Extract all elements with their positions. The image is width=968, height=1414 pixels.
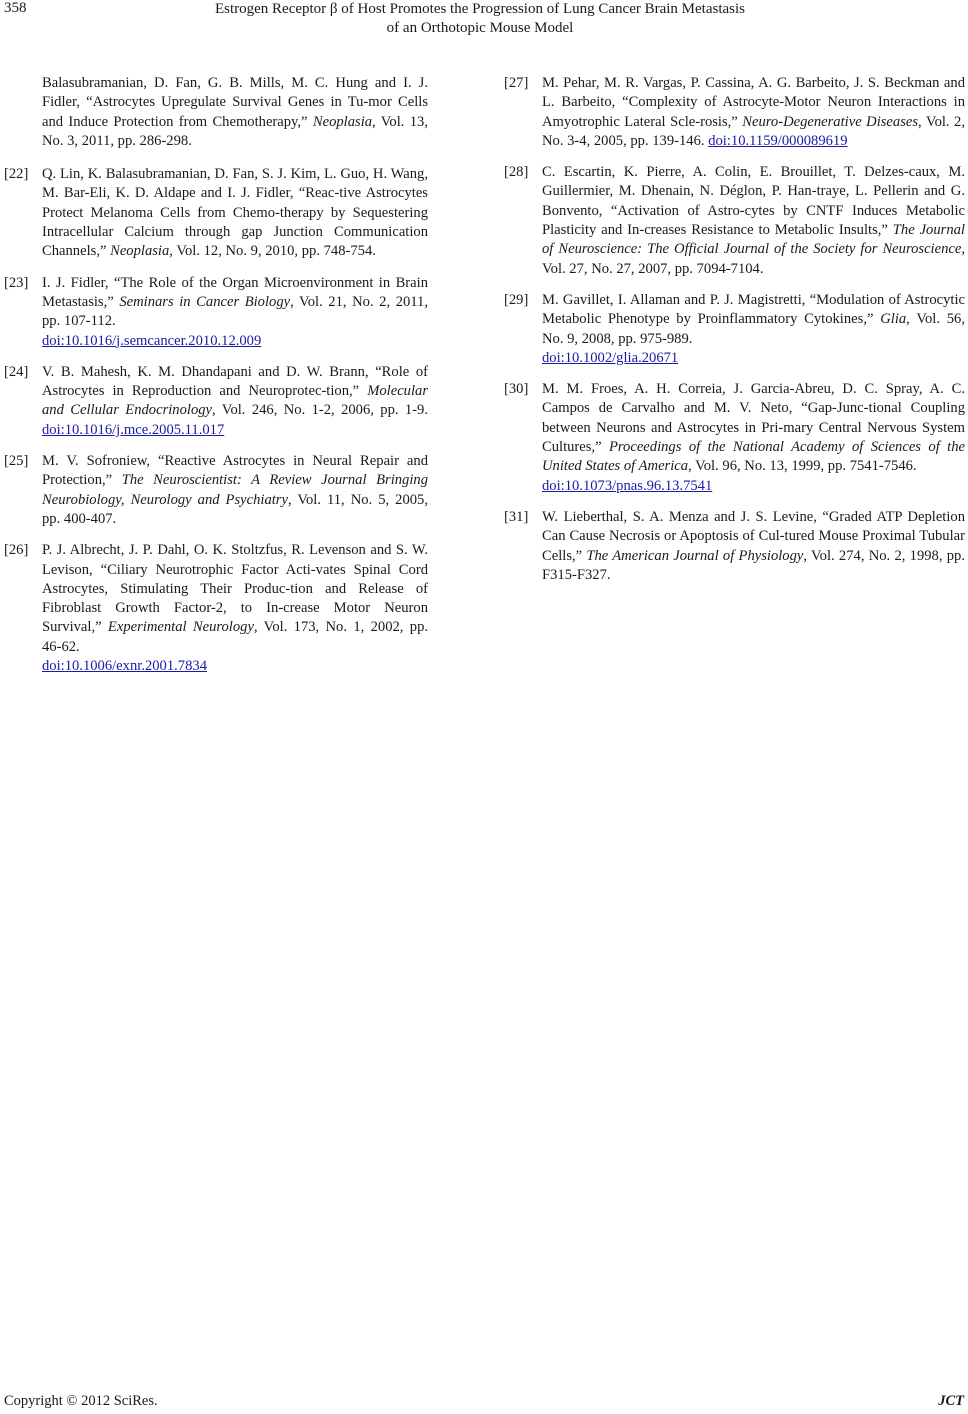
reference-details: , Vol. 246, No. 1-2, 2006, pp. 1-9. [212, 402, 428, 419]
reference-number: [30] [504, 381, 529, 398]
doi-link[interactable]: doi:10.1159/000089619 [708, 132, 848, 149]
left-column [4, 74, 428, 688]
reference-journal: Seminars in Cancer Biology [119, 293, 291, 310]
reference-details: , Vol. 12, No. 9, 2010, pp. 748-754. [169, 243, 376, 260]
page-number: 358 [4, 0, 27, 16]
reference-number: [28] [504, 164, 529, 181]
reference-details: , Vol. 13, No. 3, 2011, pp. 286-298. [42, 113, 428, 149]
reference-text: W. Lieberthal, S. A. Menza and J. S. Levine, “Graded ATP Depletion Can Cause Necrosis or Apoptosis of Cul-tured Mouse Proximal Tubular Cells,” [542, 508, 965, 564]
doi-link[interactable]: doi:10.1006/exnr.2001.7834 [42, 658, 207, 675]
reference-details: , Vol. 2, No. 3-4, 2005, pp. 139-146. [542, 113, 965, 149]
reference-text: I. J. Fidler, “The Role of the Organ Microenvironment in Brain Metastasis,” [42, 274, 428, 310]
reference-number: [26] [4, 542, 29, 559]
reference-text: V. B. Mahesh, K. M. Dhandapani and D. W. Brann, “Role of Astrocytes in Reproduction and Neuroprotec-tion,” [42, 363, 428, 400]
reference-text: Balasubramanian, D. Fan, G. B. Mills, M. C. Hung and I. J. Fidler, “Astrocytes Upregulate Survival Genes in Tu-mor Cells and Induce Protection from Chemotherapy,” [42, 75, 428, 130]
reference-item [4, 363, 428, 440]
reference-item [4, 452, 428, 529]
reference-text: M. Gavillet, I. Allaman and P. J. Magistretti, “Modulation of Astrocytic Metabolic Phenotype by Proinflammatory Cytokines,” [542, 291, 965, 328]
reference-item [504, 291, 965, 368]
reference-number: [27] [504, 75, 529, 91]
reference-number: [24] [4, 363, 29, 380]
reference-text: M. V. Sofroniew, “Reactive Astrocytes in Neural Repair and Protection,” [42, 453, 428, 489]
copyright-notice: Copyright © 2012 SciRes. [4, 1393, 158, 1409]
reference-text: M. Pehar, M. R. Vargas, P. Cassina, A. G. Barbeito, J. S. Beckman and L. Barbeito, “Complexity of Astrocyte-Motor Neuron Interactions in Amyotrophic Lateral Scle-rosis,” [542, 75, 965, 130]
doi-link[interactable]: doi:10.1073/pnas.96.13.7541 [542, 477, 713, 494]
doi-link[interactable]: doi:10.1016/j.semcancer.2010.12.009 [42, 332, 262, 349]
right-reference-list [504, 74, 965, 585]
reference-journal: Glia [880, 311, 907, 328]
journal-abbreviation: JCT [938, 1393, 964, 1409]
doi-link[interactable]: doi:10.1016/j.mce.2005.11.017 [42, 421, 225, 438]
reference-number: [31] [504, 508, 529, 525]
running-title-line-1: Estrogen Receptor β of Host Promotes the Progression of Lung Cancer Brain Metastasis [214, 1, 746, 17]
running-title [130, 0, 830, 38]
reference-number: [25] [4, 453, 29, 470]
reference-details: , Vol. 274, No. 2, 1998, pp. F315-F327. [542, 547, 965, 583]
reference-journal: The Neuroscientist: A Review Journal Bringing Neurobiology, Neurology and Psychiatry [42, 472, 428, 508]
running-title-line-2: of an Orthotopic Mouse Model [386, 20, 574, 36]
reference-details: , Vol. 27, No. 27, 2007, pp. 7094-7104. [542, 241, 965, 277]
reference-journal: Proceedings of the National Academy of Sciences of the United States of America [542, 439, 965, 475]
reference-details: , Vol. 11, No. 5, 2005, pp. 400-407. [42, 491, 428, 527]
reference-journal: Neoplasia [110, 243, 170, 260]
reference-item [504, 380, 965, 496]
reference-item [4, 274, 428, 351]
reference-details: , Vol. 21, No. 2, 2011, pp. 107-112. [42, 293, 428, 330]
reference-item [4, 541, 428, 676]
reference-text: P. J. Albrecht, J. P. Dahl, O. K. Stoltzfus, R. Levenson and S. W. Levison, “Ciliary Neurotrophic Factor Acti-vates Spinal Cord Astrocytes, Stimulating Their Produc-tion and Release of Fibroblast Growth Factor-2, to In-crease Motor Neuron Survival,” [42, 542, 428, 636]
reference-details: , Vol. 96, No. 13, 1999, pp. 7541-7546. [688, 458, 917, 475]
left-reference-list [4, 165, 428, 676]
reference-journal: Neoplasia [312, 113, 373, 130]
doi-link[interactable]: doi:10.1002/glia.20671 [542, 349, 679, 366]
reference-text: M. M. Froes, A. H. Correia, J. Garcia-Abreu, D. C. Spray, A. C. Campos de Carvalho and M. V. Neto, “Gap-Junc-tional Coupling between Neurons and Astrocytes in Pri-mary Central Nervous System Cultures,” [542, 381, 965, 456]
reference-journal: The Journal of Neuroscience: The Official Journal of the Society for Neuroscience [542, 222, 965, 258]
reference-journal: The American Journal of Physiology [586, 547, 804, 564]
reference-item [504, 163, 965, 279]
reference-text: C. Escartin, K. Pierre, A. Colin, E. Brouillet, T. Delzes-caux, M. Guillermier, M. Dhenain, N. Déglon, P. Han-traye, L. Pellerin and G. Bonvento, “Activation of Astro-cytes by CNTF Induces Metabolic Plasticity and In-creases Resistance to Metabolic Insults,” [542, 164, 965, 239]
reference-text: Q. Lin, K. Balasubramanian, D. Fan, S. J. Kim, L. Guo, H. Wang, M. Bar-Eli, K. D. Aldape and I. J. Fidler, “Reac-tive Astrocytes Protect Melanoma Cells from Chemo-therapy by Sequestering Intracellular Calcium through gap Junction Communication Channels,” [42, 166, 428, 260]
reference-journal: Neuro-Degenerative Diseases [742, 113, 919, 130]
reference-item [504, 74, 965, 151]
reference-item [504, 508, 965, 585]
reference-number: [22] [4, 166, 29, 183]
reference-item [4, 165, 428, 261]
reference-details: , Vol. 56, No. 9, 2008, pp. 975-989. [542, 311, 965, 347]
reference-number: [23] [4, 274, 29, 291]
reference-journal: Experimental Neurology [107, 619, 254, 636]
reference-details: , Vol. 173, No. 1, 2002, pp. 46-62. [42, 619, 429, 655]
reference-continuation [4, 74, 428, 151]
right-column [504, 74, 965, 597]
reference-journal: Molecular and Cellular Endocrinology [42, 383, 428, 419]
reference-number: [29] [504, 291, 529, 308]
